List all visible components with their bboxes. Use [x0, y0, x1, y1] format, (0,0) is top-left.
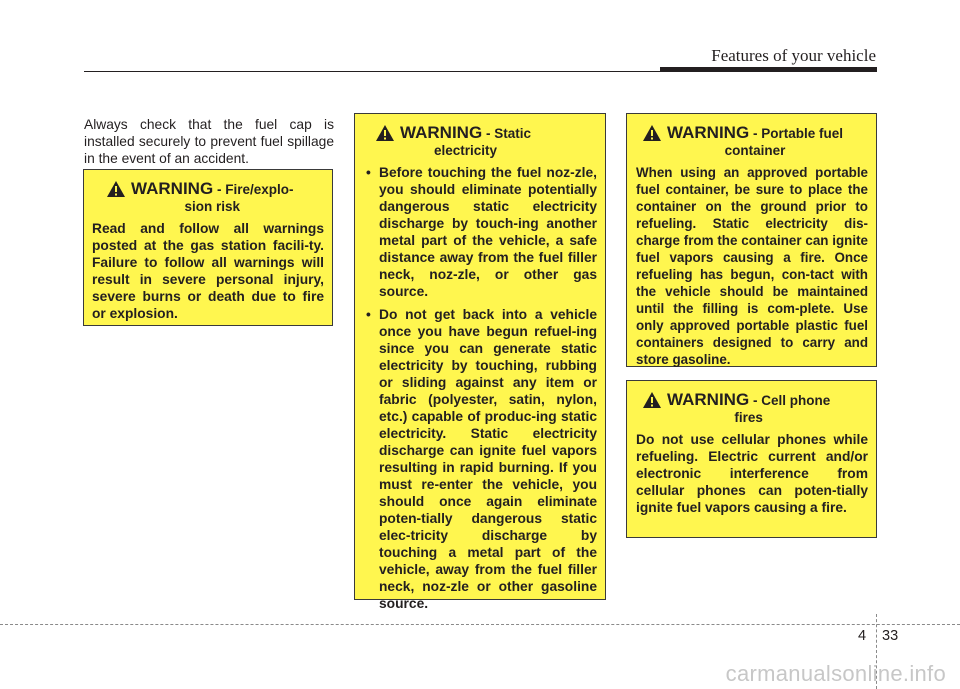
warning-subtitle-cont: fires — [734, 410, 763, 425]
warning-subtitle-cont: sion risk — [184, 199, 241, 214]
warning-header — [636, 391, 868, 426]
warning-body: Do not use cellular phones while refueling. Electric current and/or electronic interference from cellular phones can poten-tially ignite fuel vapors causing a fire. — [636, 432, 868, 515]
warning-triangle-icon — [642, 124, 662, 142]
warning-list — [365, 164, 597, 612]
list-item: • Before touching the fuel noz-zle, you should eliminate potentially dangerous static electricity discharge by touch-ing another metal part of the vehicle, a safe distance away from the fuel filler neck, noz-zle, or other gas source. — [365, 164, 597, 300]
warning-body: Read and follow all warnings posted at the gas station facili-ty. Failure to follow all warnings will result in severe personal injury, severe burns or death due to fire or explosion. — [92, 221, 324, 321]
warning-subtitle-cont: container — [724, 143, 786, 158]
warning-triangle-icon — [642, 391, 662, 409]
warning-triangle-icon — [106, 180, 126, 198]
header-divider-accent — [660, 67, 877, 72]
list-item: • Do not get back into a vehicle once you have begun refuel-ing since you can generate static electricity by touching, rubbing or sliding against any item or fabric (polyester, satin, nylon, etc.) capable of produc-ing static electricity. Static electricity discharge can ignite fuel vapors resulting in rapid burning. If you must re-enter the vehicle, you should once again eliminate poten-tially dangerous static elec-tricity discharge by touching a metal part of the vehicle, away from the fuel filler neck, noz-zle or other gasoline source. — [365, 306, 597, 612]
warning-subtitle: - Cell phone — [753, 393, 831, 408]
chapter-number: 4 — [858, 628, 867, 644]
warning-triangle-icon — [375, 124, 395, 142]
warning-body: When using an approved portable fuel container, be sure to place the container on the ground prior to refueling. Static electricity dis-charge from the container can ignite fuel vapors causing a fire. Once refueling has begun, con-tact with the vehicle should be maintained until the filling is com-plete. Use only approved portable plastic fuel containers designed to carry and store gasoline. — [636, 165, 868, 367]
warning-subtitle: - Portable fuel — [753, 126, 844, 141]
warning-cell-phone-box — [626, 380, 877, 538]
warning-label: WARNING — [131, 179, 214, 198]
warning-subtitle: - Static — [486, 126, 532, 141]
warning-fire-explosion-box — [83, 169, 333, 326]
warning-header — [365, 124, 597, 159]
page-header-title: Features of your vehicle — [711, 46, 876, 65]
warning-label: WARNING — [667, 123, 750, 142]
header-divider — [84, 71, 660, 72]
intro-paragraph: Always check that the fuel cap is installed securely to prevent fuel spillage in the event of an accident. — [84, 117, 334, 166]
warning-subtitle-cont: electricity — [433, 143, 498, 158]
warning-header — [92, 180, 324, 215]
warning-label: WARNING — [667, 390, 750, 409]
warning-subtitle: - Fire/explo- — [217, 182, 294, 197]
warning-portable-fuel-box — [626, 113, 877, 367]
warning-header — [636, 124, 868, 159]
page-number: 33 — [882, 628, 899, 644]
warning-label: WARNING — [400, 123, 483, 142]
footer-divider — [0, 624, 960, 625]
warning-static-electricity-box — [354, 113, 606, 611]
watermark: carmanualsonline.info — [725, 661, 946, 686]
